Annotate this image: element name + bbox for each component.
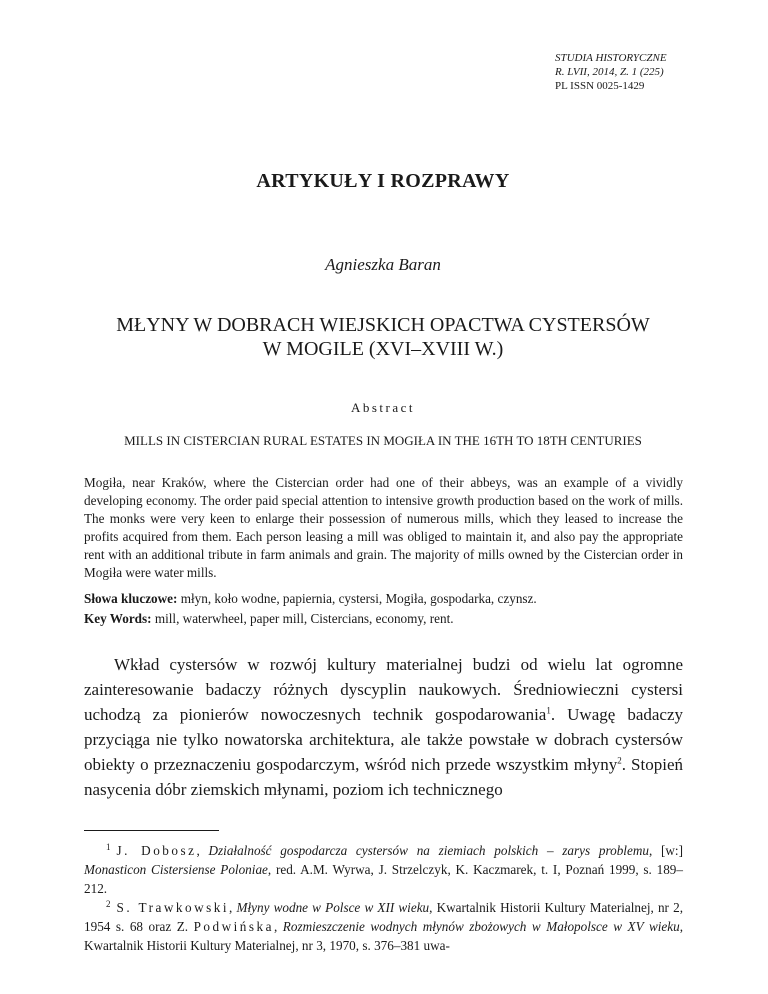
footnote-2-author1: S. Trawkowski [116, 900, 230, 915]
abstract-body: Mogiła, near Kraków, where the Cistercian order had one of their abbeys, was an example of a vividly developing economy. The order paid special attention to intensive growth production based on the work of mills. The monks were very keen to enlarge their possession of numerous mills, which they leased to increase the profits acquired from them. Each person leasing a mill was obliged to maintain it, and also pay the appropriate rent with an additional tribute in farm animals and grain. The majority of mills owned by the Cistercian order in Mogiła were water mills. [84, 475, 683, 580]
keywords-block [84, 589, 683, 629]
main-text-part2: . Uwagę badaczy przyciąga nie tylko nowatorska architektura, ale także powstałe w dobrach cystersów obiekty o przeznaczeniu gospodarczym, wśród nich przede wszystkim młyny [84, 705, 684, 774]
keywords-english [84, 609, 683, 629]
main-text-part3: . Stopień nasycenia dóbr ziemskich młynami, poziom ich technicznego [84, 755, 684, 799]
journal-issn: PL ISSN 0025-1429 [555, 80, 645, 92]
footnote-1-source: Monasticon Cistersiense Poloniae [84, 862, 268, 877]
footnote-2-rest: , Kwartalnik Historii Kultury Materialnej, nr 3, 1970, s. 376–381 uwa- [84, 919, 683, 953]
footnote-1-title: Działalność gospodarcza cystersów na ziemiach polskich – zarys problemu [208, 843, 649, 858]
footnotes [84, 841, 683, 955]
abstract-title: MILLS IN CISTERCIAN RURAL ESTATES IN MOGIŁA IN THE 16TH TO 18TH CENTURIES [124, 433, 642, 448]
keywords-english-label: Key Words: [84, 611, 152, 626]
journal-volume: R. LVII, 2014, Z. 1 (225) [555, 66, 664, 78]
footnote-ref-2[interactable]: 2 [617, 755, 622, 766]
footnote-ref-1[interactable]: 1 [546, 705, 551, 716]
footnote-1-sep1: , [196, 843, 209, 858]
footnote-1 [84, 841, 683, 898]
abstract-label: Abstract [350, 400, 416, 415]
footnote-2 [84, 898, 683, 955]
author-name: Agnieszka Baran [325, 255, 441, 274]
keywords-polish [84, 589, 683, 609]
journal-header [555, 51, 735, 93]
footnote-1-rest: , red. A.M. Wyrwa, J. Strzelczyk, K. Kaczmarek, t. I, Poznań 1999, s. 189–212. [84, 862, 683, 896]
footnote-1-number: 1 [106, 841, 111, 852]
keywords-english-value: mill, waterwheel, paper mill, Cistercians, economy, rent. [151, 611, 454, 626]
footnote-2-number: 2 [106, 898, 111, 909]
footnote-2-title2: Rozmieszczenie wodnych młynów zbożowych w Małopolsce w XV wieku [282, 919, 680, 934]
footnote-2-sep2: , [273, 919, 283, 934]
footnote-2-sep1: , [229, 900, 237, 915]
footnote-2-title1: Młyny wodne w Polsce w XII wieku [236, 900, 430, 915]
footnote-divider [84, 830, 219, 831]
main-text-part1: Wkład cystersów w rozwój kultury materialnej budzi od wielu lat ogromne zainteresowanie badaczy różnych dyscyplin naukowych. Średniowieczni cystersi uchodzą za pionierów nowoczesnych technik gospodarowania [84, 655, 683, 724]
article-title [83, 313, 683, 361]
keywords-polish-label: Słowa kluczowe: [84, 591, 178, 606]
main-paragraph [84, 652, 683, 802]
keywords-polish-value: młyn, koło wodne, papiernia, cystersi, Mogiła, gospodarka, czynsz. [177, 591, 537, 606]
article-title-line2: W MOGILE (XVI–XVIII W.) [262, 338, 504, 360]
footnote-1-author: J. Dobosz [116, 843, 197, 858]
footnote-2-mid: , Kwartalnik Historii Kultury Materialnej, nr 2, 1954 s. 68 oraz Z. [84, 900, 683, 934]
footnote-1-sep2: , [w:] [648, 843, 683, 858]
article-title-line1: MŁYNY W DOBRACH WIEJSKICH OPACTWA CYSTERSÓW [116, 314, 650, 336]
journal-name: STUDIA HISTORYCZNE [555, 52, 667, 64]
section-title: ARTYKUŁY I ROZPRAWY [256, 170, 510, 192]
footnote-2-author2: Podwińska [193, 919, 274, 934]
